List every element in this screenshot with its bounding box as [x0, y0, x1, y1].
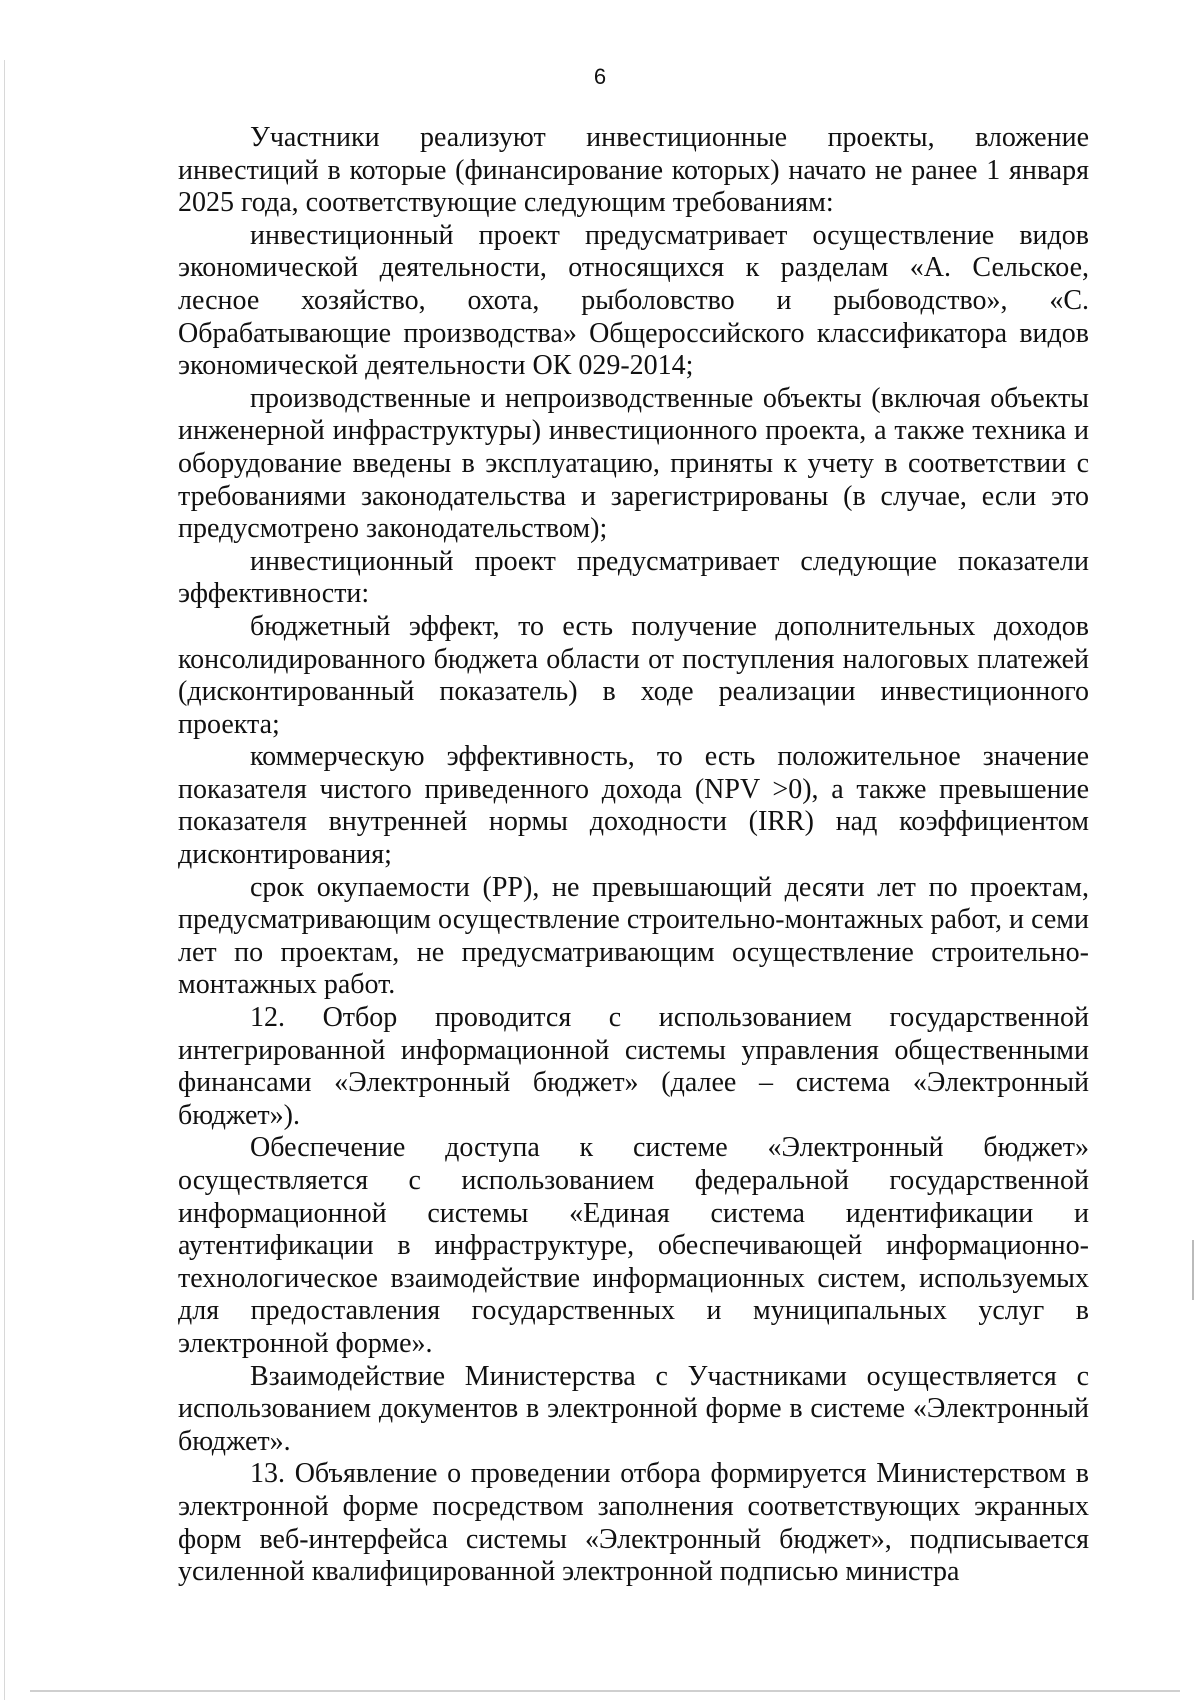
paragraph-objects-commissioned: производственные и непроизводственные объекты (включая объекты инженерной инфраструктуры) инвестиционного проекта, а также техника и оборудование введены в эксплуатацию, приняты к учету в соответствии с требованиями законодательства и зарегистрированы (в случае, если это предусмотрено законодательством); [178, 382, 1089, 545]
paragraph-budget-effect: бюджетный эффект, то есть получение дополнительных доходов консолидированного бюджета области от поступления налоговых платежей (дисконтированный показатель) в ходе реализации инвестиционного проекта; [178, 610, 1089, 740]
paragraph-item-13: 13. Объявление о проведении отбора формируется Министерством в электронной форме посредством заполнения соответствующих экранных форм веб-интерфейса системы «Электронный бюджет», подписывается усиленной квалифицированной электронной подписью министра [178, 1458, 1089, 1588]
paragraph-commercial-efficiency: коммерческую эффективность, то есть положительное значение показателя чистого приведенного дохода (NPV >0), а также превышение показателя внутренней нормы доходности (IRR) над коэффициентом дисконтирования; [178, 741, 1089, 871]
paragraph-economic-activity: инвестиционный проект предусматривает осуществление видов экономической деятельности, относящихся к разделам «А. Сельское, лесное хозяйство, охота, рыболовство и рыбоводство», «С. Обрабатывающие производства» Общероссийского классификатора видов экономической деятельности ОК 029-2014; [178, 219, 1089, 382]
paragraph-system-access: Обеспечение доступа к системе «Электронный бюджет» осуществляется с использованием федеральной государственной информационной системы «Единая система идентификации и аутентификации в инфраструктуре, обеспечивающей информационно-технологическое взаимодействие информационных систем, используемых для предоставления государственных и муниципальных услуг в электронной форме». [178, 1132, 1089, 1359]
paragraph-interaction: Взаимодействие Министерства с Участниками осуществляется с использованием документов в электронной форме в системе «Электронный бюджет». [178, 1360, 1089, 1457]
paragraph-item-12: 12. Отбор проводится с использованием государственной интегрированной информационной системы управления общественными финансами «Электронный бюджет» (далее – система «Электронный бюджет»). [178, 1002, 1089, 1131]
paragraph-requirements-intro: Участники реализуют инвестиционные проекты, вложение инвестиций в которые (финансирование которых) начато не ранее 1 января 2025 года, соответствующие следующим требованиям: [178, 122, 1089, 219]
page-number: 6 [593, 64, 607, 89]
paragraph-efficiency-indicators: инвестиционный проект предусматривает следующие показатели эффективности: [178, 545, 1089, 610]
paragraph-payback-period: срок окупаемости (PP), не превышающий десяти лет по проектам, предусматривающим осуществление строительно-монтажных работ, и семи лет по проектам, не предусматривающим осуществление строительно-монтажных работ. [178, 871, 1089, 1001]
document-body [178, 122, 1089, 1589]
scan-edge-bottom [30, 1690, 1180, 1692]
scan-edge-right [1192, 1240, 1194, 1300]
scan-edge-left [4, 60, 5, 1700]
